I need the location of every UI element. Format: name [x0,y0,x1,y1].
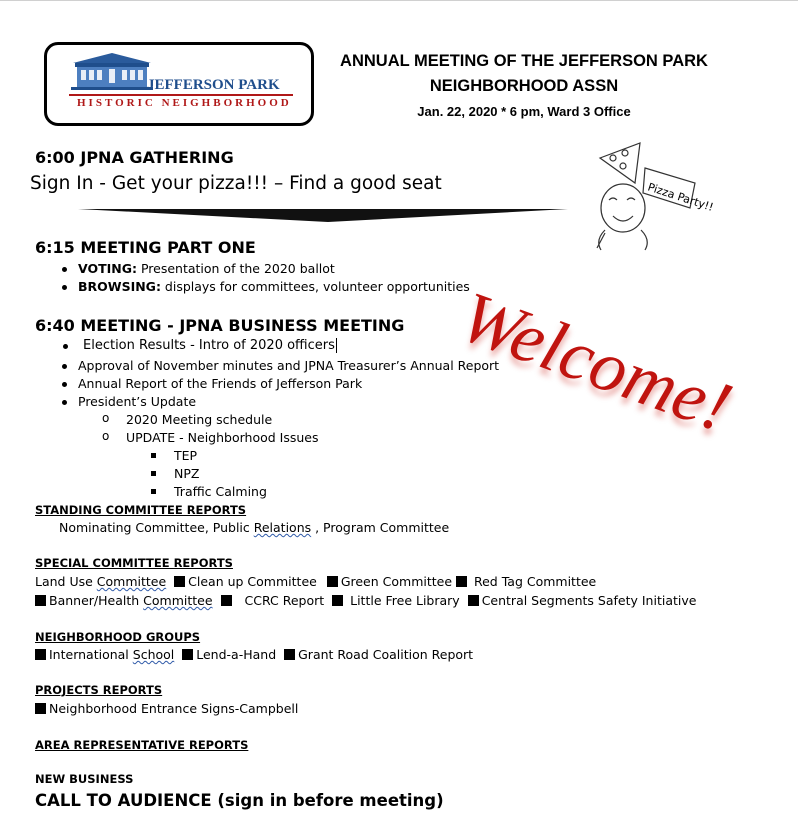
pizza-party-clipart [585,138,716,253]
logo-line-1: JEFFERSON PARK [147,77,280,93]
house-logo-icon [67,51,157,91]
standing-heading: STANDING COMMITTEE REPORTS [35,503,247,517]
business-item: President’s Update [78,394,197,409]
area-heading: AREA REPRESENTATIVE REPORTS [35,738,249,752]
bullet [62,382,67,387]
welcome-graphic: Welcome! [450,275,742,448]
square-bullet [151,453,156,458]
special-row-1 [35,574,596,589]
standing-link: Relations [253,520,312,535]
business-item: Approval of November minutes and JPNA Treasurer’s Annual Report [78,358,500,373]
meeting-date: Jan. 22, 2020 * 6 pm, Ward 3 Office [417,104,631,119]
special-clean-up: Clean up Committee [188,574,317,589]
group-grant-road: Grant Road Coalition Report [298,647,474,662]
bullet [63,344,68,349]
gathering-text: Sign In - Get your pizza!!! – Find a good seat [30,173,442,194]
special-land-use: Land Use [35,574,97,589]
square-marker [35,595,46,606]
special-library: Little Free Library [346,593,460,608]
special-red-tag: Red Tag Committee [470,574,597,589]
bullet [62,400,67,405]
group-school-link: School [132,647,175,662]
sub-bullet: o [102,411,110,425]
projects-heading: PROJECTS REPORTS [35,683,163,697]
logo-red-rule [69,94,293,96]
sub-item: 2020 Meeting schedule [126,412,273,427]
special-heading: SPECIAL COMMITTEE REPORTS [35,556,233,570]
divider-swoosh [78,204,568,224]
gathering-heading: 6:00 JPNA GATHERING [35,148,234,167]
groups-heading: NEIGHBORHOOD GROUPS [35,630,201,644]
special-banner-link: Committee [143,593,213,608]
bullet [62,364,67,369]
title-line-2: NEIGHBORHOOD ASSN [429,77,619,95]
voting-item [78,261,335,276]
special-land-use-link: Committee [96,574,167,589]
standing-post: , Program Committee [311,520,450,535]
square-bullet [151,471,156,476]
square-marker [332,595,343,606]
pizza-sign-text: Pizza Party!! [646,180,716,214]
square-bullet [151,489,156,494]
standing-list [59,520,449,535]
bullet [62,285,67,290]
group-international: International [49,647,133,662]
browsing-label: BROWSING: [78,279,161,294]
new-business-heading: NEW BUSINESS [35,772,134,786]
business-item: Election Results - Intro of 2020 officers [83,338,335,353]
issue-item: Traffic Calming [174,484,267,499]
document-top-edge [0,0,798,3]
square-marker [174,576,185,587]
square-marker [182,649,193,660]
title-line-1: ANNUAL MEETING OF THE JEFFERSON PARK [340,52,708,70]
square-marker [221,595,232,606]
bullet [62,267,67,272]
part-one-heading: 6:15 MEETING PART ONE [35,238,256,257]
project-entrance-signs: Neighborhood Entrance Signs-Campbell [49,701,299,716]
special-central: Central Segments Safety Initiative [481,593,697,608]
voting-text: Presentation of the 2020 ballot [136,261,335,276]
business-heading: 6:40 MEETING - JPNA BUSINESS MEETING [35,316,405,335]
browsing-item [78,279,470,294]
issue-item: TEP [174,448,198,463]
special-ccrc: CCRC Report [240,593,325,608]
business-item: Annual Report of the Friends of Jefferson Park [78,376,363,391]
square-marker [35,649,46,660]
square-marker [468,595,479,606]
sub-bullet: o [102,429,110,443]
special-green: Green Committee [340,574,453,589]
logo-line-2: HISTORIC NEIGHBORHOOD [77,97,292,109]
square-marker [327,576,338,587]
square-marker [456,576,467,587]
logo-frame [44,42,314,126]
standing-pre: Nominating Committee, Public [59,520,254,535]
groups-list [35,647,473,662]
special-banner: Banner/Health [49,593,144,608]
issue-item: NPZ [174,466,200,481]
projects-list [35,701,298,716]
square-marker [35,703,46,714]
voting-label: VOTING: [78,261,137,276]
sub-item: UPDATE - Neighborhood Issues [126,430,319,445]
square-marker [284,649,295,660]
call-to-audience-heading: CALL TO AUDIENCE (sign in before meeting) [35,791,444,810]
group-lend-a-hand: Lend-a-Hand [196,647,277,662]
special-row-2 [35,593,696,608]
browsing-text: displays for committees, volunteer opportunities [160,279,470,294]
